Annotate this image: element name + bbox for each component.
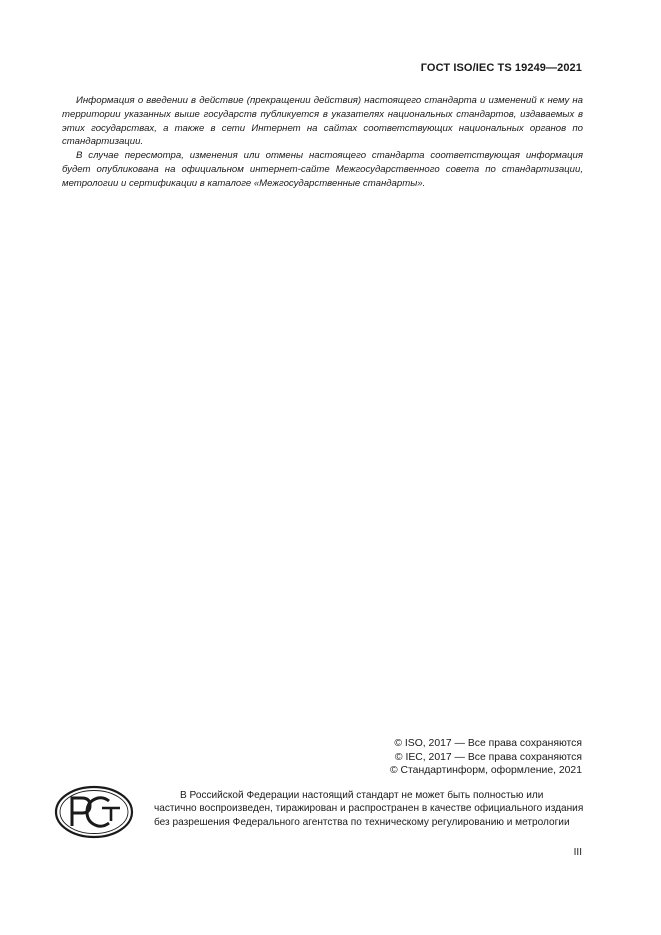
page-number: III <box>573 847 582 858</box>
copyright-block <box>390 737 582 778</box>
info-paragraph-1: Информация о введении в действие (прекращении действия) настоящего стандарта и изменений к нему на территории указанных выше государств публикуется в указателях национальных стандартов, издаваемых в этих государствах, а также в сети Интернет на сайтах соответствующих национальных органов по стандартизации. <box>62 95 583 148</box>
reproduction-notice: В Российской Федерации настоящий стандарт не может быть полностью или частично воспроизведен, тиражирован и распространен в качестве официального издания без разрешения Федерального агентства по техническому регулированию и метрологии <box>154 790 584 828</box>
rst-certification-mark-icon <box>54 785 134 839</box>
copyright-standartinform: © Стандартинформ, оформление, 2021 <box>389 765 582 777</box>
document-header <box>421 62 582 74</box>
copyright-iec: © IEC, 2017 — Все права сохраняются <box>394 751 582 763</box>
standard-code: ГОСТ ISO/IEC TS 19249—2021 <box>420 62 582 74</box>
info-paragraph-2: В случае пересмотра, изменения или отмены настоящего стандарта соответствующая информация будет опубликована на официальном интернет-сайте Межгосударственного совета по стандартизации, метрологии и сертификации в каталоге «Межгосударственные стандарты». <box>62 150 583 189</box>
publication-info <box>62 94 583 191</box>
copyright-iso: © ISO, 2017 — Все права сохраняются <box>394 738 582 749</box>
